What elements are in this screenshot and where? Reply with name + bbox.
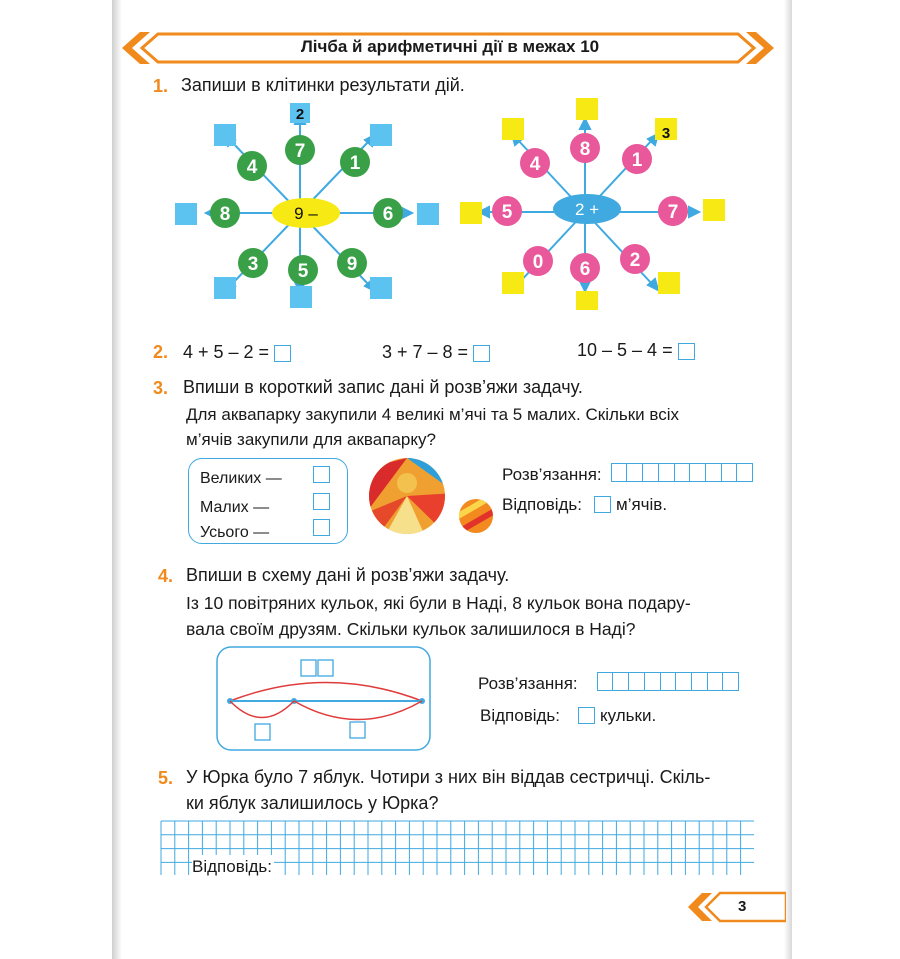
header-title: Лічба й арифметичні дії в межах 10: [300, 37, 600, 56]
task4-answer-label: Відповідь:: [480, 706, 561, 725]
answer-square[interactable]: [502, 272, 524, 294]
task5-problem-line-2: ки яблук залишилось у Юрка?: [186, 793, 439, 813]
operand-bottom-left: 0: [532, 252, 544, 273]
operand-top: 8: [579, 139, 591, 160]
answer-square[interactable]: [214, 277, 236, 299]
answer-square[interactable]: [175, 203, 197, 225]
page-number: 3: [738, 898, 747, 915]
task1-number: 1.: [153, 76, 169, 96]
answer-square[interactable]: [658, 272, 680, 294]
page-gutter-shadow: [112, 0, 122, 959]
operand-bottom-left: 3: [247, 254, 259, 275]
operand-bottom-right: 9: [346, 254, 358, 275]
addition-star-diagram: [455, 95, 735, 310]
answer-square[interactable]: [290, 286, 312, 308]
task5-answer-label: Відповідь:: [192, 855, 274, 879]
small-balls-label: Малих —: [200, 499, 270, 516]
center-operation: 9 –: [294, 204, 318, 223]
answer-box[interactable]: [274, 345, 291, 362]
subtraction-star-diagram: [170, 100, 450, 310]
operand-bottom: 6: [579, 259, 591, 280]
task3-number: 3.: [153, 378, 169, 398]
task2-expression-1: [183, 340, 291, 364]
center-operation: 2 +: [574, 200, 600, 219]
operand-left: 5: [501, 202, 513, 223]
big-balls-box[interactable]: [313, 466, 330, 483]
task4-problem-line-2: вала своїм друзям. Скільки кульок залишилося в Наді?: [186, 619, 636, 639]
answer-square[interactable]: [370, 124, 392, 146]
answer-square[interactable]: [370, 277, 392, 299]
answer-square[interactable]: [576, 98, 598, 120]
beach-balls-illustration: [366, 458, 496, 538]
answer-box[interactable]: [678, 343, 695, 360]
answer-square[interactable]: [703, 199, 725, 221]
task4-solution-label: Розв’язання:: [478, 674, 578, 693]
total-balls-box[interactable]: [313, 519, 330, 536]
task4-number: 4.: [158, 566, 174, 586]
operand-top: 7: [294, 141, 306, 162]
segment-scheme: [216, 646, 432, 752]
operand-right: 6: [382, 204, 394, 225]
task4-instruction: Впиши в схему дані й розв’яжи задачу.: [186, 565, 510, 585]
operand-top-right: 1: [631, 150, 643, 171]
operand-top-left: 4: [529, 154, 541, 175]
answer-square[interactable]: [502, 118, 524, 140]
small-balls-box[interactable]: [313, 493, 330, 510]
page-number-tab: [684, 890, 786, 924]
task5-number: 5.: [158, 768, 174, 788]
task4-answer-unit: кульки.: [600, 706, 657, 725]
example-answer: 3: [661, 125, 671, 142]
task3-answer-label: Відповідь:: [502, 495, 583, 514]
answer-square[interactable]: [417, 203, 439, 225]
operand-right: 7: [667, 202, 679, 223]
task5-problem-line-1: У Юрка було 7 яблук. Чотири з них він віддав сестричці. Скіль-: [186, 767, 711, 787]
operand-top-left: 4: [246, 157, 258, 178]
example-answer: 2: [295, 106, 305, 123]
task3-problem-line-2: м’ячів закупили для аквапарку?: [186, 430, 436, 449]
answer-box[interactable]: [473, 345, 490, 362]
page-edge-shadow: [784, 0, 792, 959]
task4-solution-cells[interactable]: [598, 672, 739, 691]
task3-solution-cells[interactable]: [612, 463, 753, 482]
task3-solution-label: Розв’язання:: [502, 465, 602, 484]
task3-answer-box[interactable]: [594, 496, 611, 513]
task2-expression-3: [577, 338, 695, 362]
expression-text: 3 + 7 – 8 =: [382, 342, 469, 362]
task3-problem-line-1: Для аквапарку закупили 4 великі м’ячі та 5 малих. Скільки всіх: [186, 405, 680, 424]
expression-text: 10 – 5 – 4 =: [577, 340, 673, 360]
task1-instruction: Запиши в клітинки результати дій.: [181, 75, 465, 95]
task4-answer-box[interactable]: [578, 707, 595, 724]
answer-square[interactable]: [576, 291, 598, 310]
operand-bottom: 5: [297, 261, 309, 282]
total-balls-label: Усього —: [200, 524, 270, 541]
task2-number: 2.: [153, 342, 169, 362]
operand-left: 8: [219, 204, 231, 225]
task3-answer-unit: м’ячів.: [616, 495, 668, 514]
answer-square[interactable]: [214, 124, 236, 146]
task2-expression-2: [382, 340, 490, 364]
task4-problem-line-1: Із 10 повітряних кульок, які були в Наді, 8 кульок вона подару-: [186, 593, 691, 613]
operand-top-right: 1: [349, 153, 361, 174]
task3-instruction: Впиши в короткий запис дані й розв’яжи задачу.: [183, 377, 583, 397]
operand-bottom-right: 2: [629, 250, 641, 271]
big-balls-label: Великих —: [200, 470, 282, 487]
expression-text: 4 + 5 – 2 =: [183, 342, 270, 362]
answer-square[interactable]: [460, 202, 482, 224]
